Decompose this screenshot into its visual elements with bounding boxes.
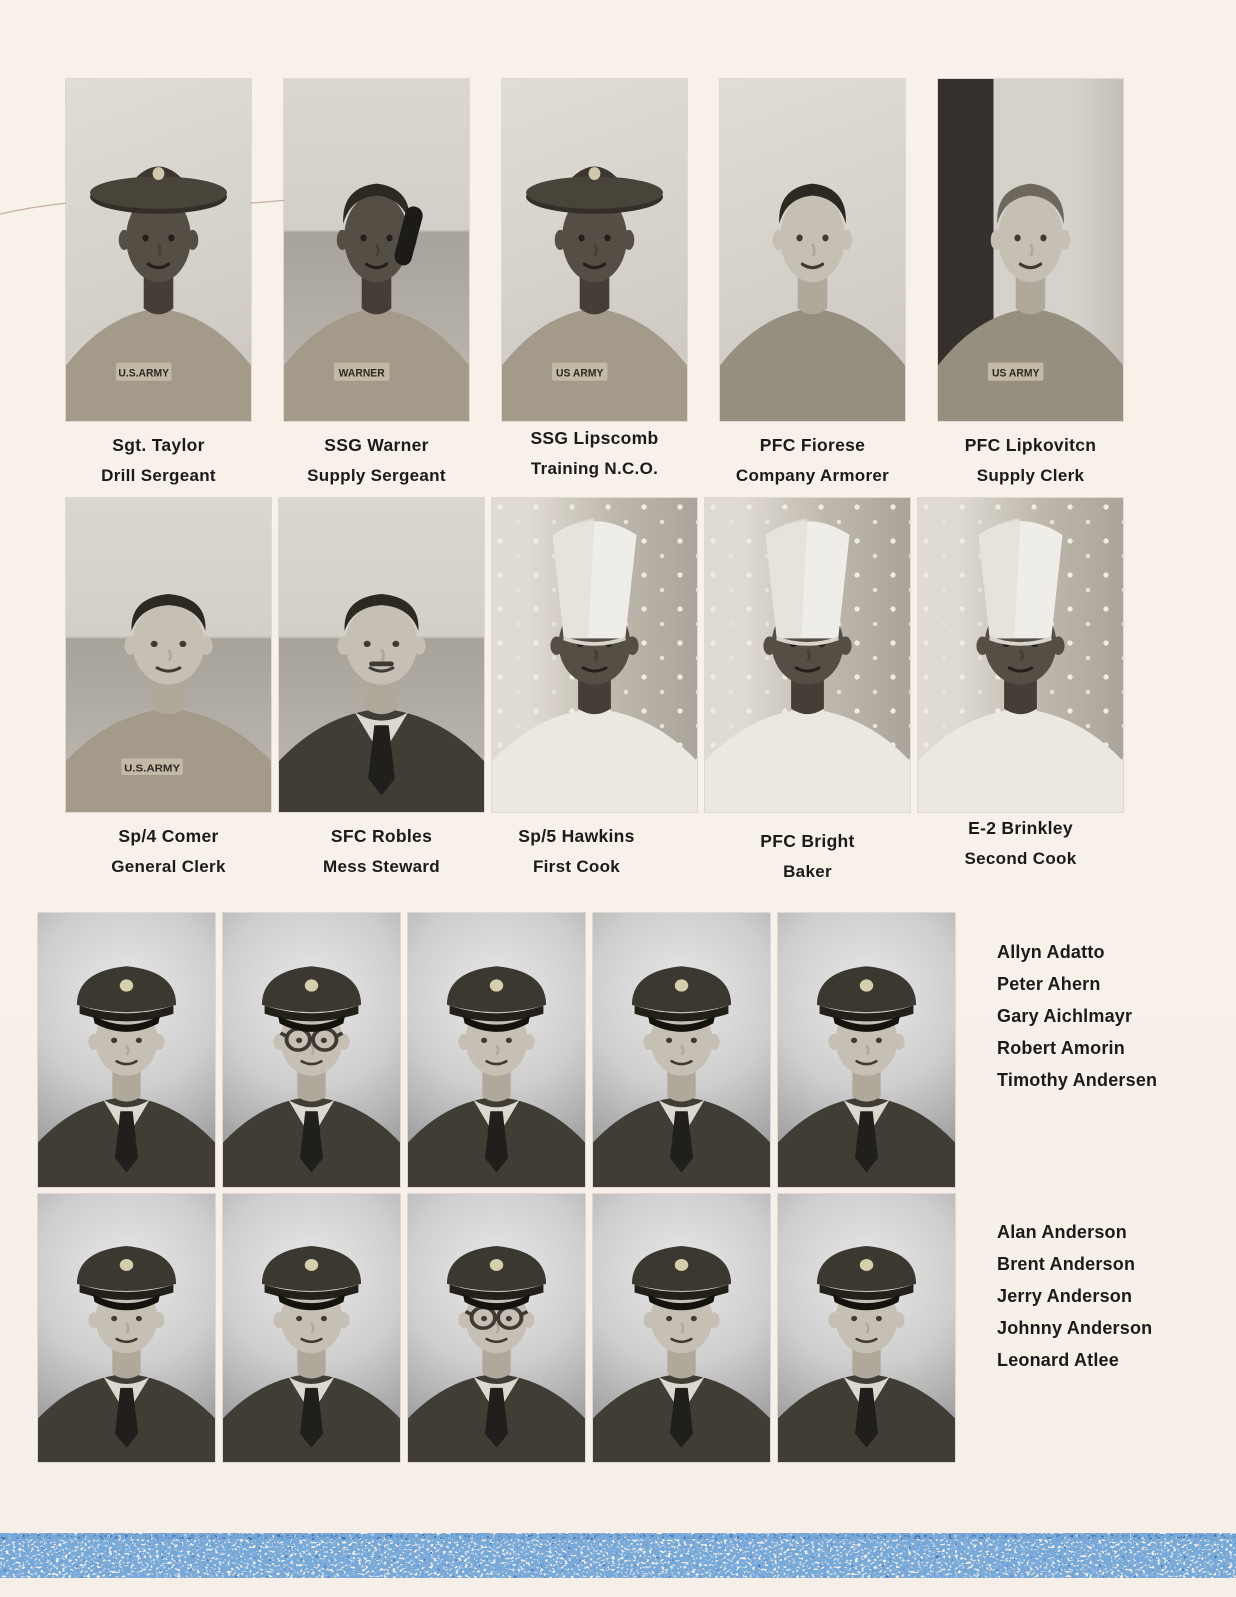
roster-portrait-photo <box>593 1194 770 1462</box>
portrait-photo <box>918 498 1123 812</box>
portrait-name: Sp/5 Hawkins <box>518 826 635 846</box>
roster-portrait-photo <box>778 1194 955 1462</box>
portrait-role: Supply Clerk <box>976 466 1085 485</box>
roster-portrait-photo <box>223 1194 400 1462</box>
staff-portrait-cell <box>502 79 687 486</box>
staff-portrait-cell <box>492 498 697 877</box>
portrait-caption <box>279 826 484 877</box>
roster-photo-grid-1 <box>38 913 955 1187</box>
roster-portrait-photo <box>408 913 585 1187</box>
portrait-caption <box>284 435 469 486</box>
svg-text:US ARMY: US ARMY <box>992 367 1040 380</box>
roster-portrait-photo <box>778 913 955 1187</box>
staff-portrait-cell <box>720 79 905 486</box>
roster-name: Alan Anderson <box>997 1222 1127 1242</box>
portrait-photo <box>66 79 251 421</box>
portrait-caption <box>938 435 1123 486</box>
portrait-caption <box>705 831 910 882</box>
portrait-role: Supply Sergeant <box>307 466 446 485</box>
portrait-name: PFC Fiorese <box>759 435 866 455</box>
roster-portrait-photo <box>223 913 400 1187</box>
roster-name: Leonard Atlee <box>997 1350 1119 1370</box>
portrait-role: Company Armorer <box>735 466 890 485</box>
staff-portrait-cell <box>938 79 1123 486</box>
staff-portrait-cell <box>918 498 1123 877</box>
portrait-photo <box>502 79 687 421</box>
portrait-photo <box>705 498 910 812</box>
svg-text:WARNER: WARNER <box>338 367 385 380</box>
portrait-role: Baker <box>783 862 832 881</box>
portrait-caption <box>502 428 687 479</box>
portrait-name: SSG Lipscomb <box>530 428 659 448</box>
roster-name-list-2 <box>997 1216 1229 1376</box>
portrait-name: SSG Warner <box>324 435 429 455</box>
roster-portrait-photo <box>593 913 770 1187</box>
staff-photo-row-1 <box>66 79 1123 486</box>
staff-portrait-cell <box>66 79 251 486</box>
staff-portrait-cell <box>284 79 469 486</box>
roster-name: Johnny Anderson <box>997 1318 1153 1338</box>
portrait-role: Drill Sergeant <box>101 466 216 485</box>
portrait-caption <box>66 826 271 877</box>
portrait-caption <box>66 435 251 486</box>
roster-portrait-photo <box>408 1194 585 1462</box>
roster-portrait-photo <box>38 1194 215 1462</box>
roster-name: Robert Amorin <box>997 1038 1125 1058</box>
portrait-photo <box>279 498 484 812</box>
portrait-name: Sgt. Taylor <box>112 435 205 455</box>
portrait-photo <box>938 79 1123 421</box>
portrait-role: Second Cook <box>964 849 1077 868</box>
portrait-role: First Cook <box>532 857 621 876</box>
portrait-caption <box>474 826 679 877</box>
roster-name: Peter Ahern <box>997 974 1101 994</box>
roster-name: Allyn Adatto <box>997 942 1105 962</box>
portrait-role: Mess Steward <box>323 857 440 876</box>
svg-text:U.S.ARMY: U.S.ARMY <box>118 367 170 380</box>
roster-name: Jerry Anderson <box>997 1286 1133 1306</box>
portrait-photo <box>66 498 271 812</box>
staff-portrait-cell <box>279 498 484 877</box>
roster-portrait-photo <box>38 913 215 1187</box>
roster-photo-grid-2 <box>38 1194 955 1462</box>
portrait-photo <box>284 79 469 421</box>
speckle-noise-overlay <box>0 1533 1236 1578</box>
portrait-caption <box>918 818 1123 869</box>
roster-name: Gary Aichlmayr <box>997 1006 1133 1026</box>
roster-name: Timothy Andersen <box>997 1070 1158 1090</box>
portrait-name: PFC Bright <box>760 831 855 851</box>
roster-name-list-1 <box>997 936 1229 1096</box>
portrait-name: Sp/4 Comer <box>118 826 219 846</box>
roster-name: Brent Anderson <box>997 1254 1136 1274</box>
portrait-role: General Clerk <box>111 857 226 876</box>
portrait-name: SFC Robles <box>330 826 433 846</box>
portrait-photo <box>720 79 905 421</box>
svg-text:US ARMY: US ARMY <box>556 367 604 380</box>
staff-portrait-cell <box>705 498 910 881</box>
portrait-name: E-2 Brinkley <box>968 818 1073 838</box>
portrait-name: PFC Lipkovitcn <box>964 435 1097 455</box>
svg-text:U.S.ARMY: U.S.ARMY <box>124 762 181 775</box>
staff-photo-row-2 <box>66 498 1123 881</box>
portrait-caption <box>720 435 905 486</box>
decorative-speckle-band <box>0 1533 1236 1578</box>
portrait-role: Training N.C.O. <box>530 459 659 478</box>
portrait-photo <box>492 498 697 812</box>
staff-portrait-cell <box>66 498 271 877</box>
